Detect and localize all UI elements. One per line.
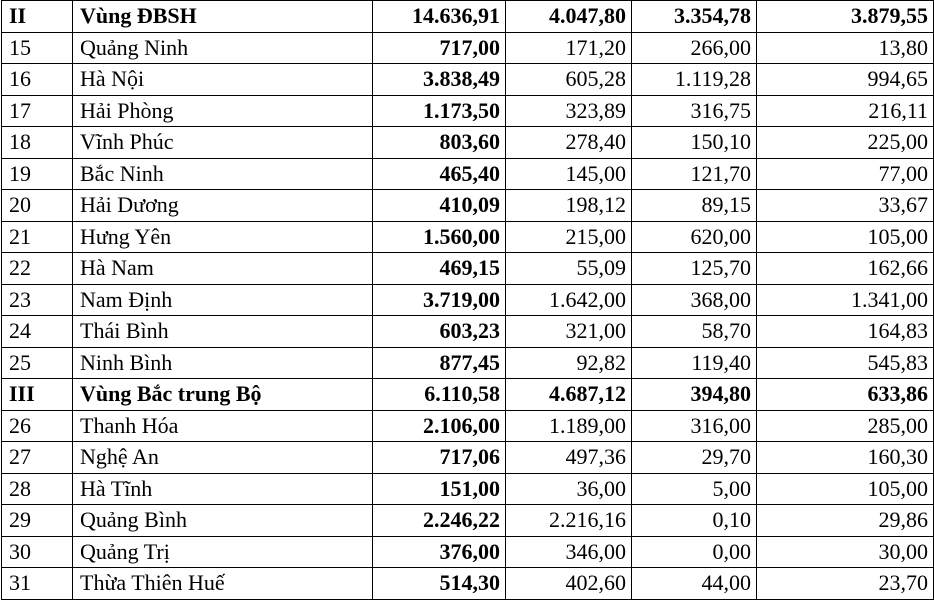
value-2-cell: 145,00 bbox=[506, 158, 632, 190]
value-3-cell: 316,75 bbox=[632, 95, 757, 127]
value-4-cell: 160,30 bbox=[757, 442, 934, 474]
value-3-cell: 5,00 bbox=[632, 473, 757, 505]
value-3-cell: 620,00 bbox=[632, 221, 757, 253]
value-4-cell: 77,00 bbox=[757, 158, 934, 190]
row-index-cell: 23 bbox=[2, 284, 73, 316]
total-value-cell: 469,15 bbox=[373, 253, 506, 285]
province-name-cell: Hà Nội bbox=[73, 64, 373, 96]
total-value-cell: 410,09 bbox=[373, 190, 506, 222]
value-4-cell: 23,70 bbox=[757, 568, 934, 600]
row-index-cell: 31 bbox=[2, 568, 73, 600]
value-3-cell: 1.119,28 bbox=[632, 64, 757, 96]
row-index-cell: 24 bbox=[2, 316, 73, 348]
value-3-cell: 3.354,78 bbox=[632, 1, 757, 33]
value-2-cell: 1.642,00 bbox=[506, 284, 632, 316]
value-2-cell: 4.687,12 bbox=[506, 379, 632, 411]
table-row bbox=[2, 410, 934, 442]
value-2-cell: 198,12 bbox=[506, 190, 632, 222]
value-3-cell: 394,80 bbox=[632, 379, 757, 411]
value-4-cell: 1.341,00 bbox=[757, 284, 934, 316]
table-row bbox=[2, 158, 934, 190]
province-name-cell: Thanh Hóa bbox=[73, 410, 373, 442]
row-index-cell: 15 bbox=[2, 32, 73, 64]
table-row bbox=[2, 568, 934, 600]
total-value-cell: 3.719,00 bbox=[373, 284, 506, 316]
total-value-cell: 376,00 bbox=[373, 536, 506, 568]
table-body bbox=[2, 1, 934, 600]
value-2-cell: 605,28 bbox=[506, 64, 632, 96]
total-value-cell: 3.838,49 bbox=[373, 64, 506, 96]
value-3-cell: 44,00 bbox=[632, 568, 757, 600]
province-name-cell: Hưng Yên bbox=[73, 221, 373, 253]
value-2-cell: 2.216,16 bbox=[506, 505, 632, 537]
total-value-cell: 6.110,58 bbox=[373, 379, 506, 411]
value-2-cell: 402,60 bbox=[506, 568, 632, 600]
row-index-cell: 20 bbox=[2, 190, 73, 222]
value-3-cell: 119,40 bbox=[632, 347, 757, 379]
value-4-cell: 105,00 bbox=[757, 221, 934, 253]
total-value-cell: 2.246,22 bbox=[373, 505, 506, 537]
total-value-cell: 803,60 bbox=[373, 127, 506, 159]
province-name-cell: Hà Tĩnh bbox=[73, 473, 373, 505]
row-index-cell: 28 bbox=[2, 473, 73, 505]
table-row bbox=[2, 473, 934, 505]
value-4-cell: 33,67 bbox=[757, 190, 934, 222]
table-row bbox=[2, 316, 934, 348]
value-2-cell: 321,00 bbox=[506, 316, 632, 348]
value-4-cell: 13,80 bbox=[757, 32, 934, 64]
province-name-cell: Thái Bình bbox=[73, 316, 373, 348]
table-row bbox=[2, 95, 934, 127]
province-name-cell: Nam Định bbox=[73, 284, 373, 316]
row-index-cell: 25 bbox=[2, 347, 73, 379]
total-value-cell: 717,06 bbox=[373, 442, 506, 474]
row-index-cell: 16 bbox=[2, 64, 73, 96]
region-group-row bbox=[2, 1, 934, 33]
value-3-cell: 150,10 bbox=[632, 127, 757, 159]
total-value-cell: 717,00 bbox=[373, 32, 506, 64]
province-name-cell: Thừa Thiên Huế bbox=[73, 568, 373, 600]
total-value-cell: 14.636,91 bbox=[373, 1, 506, 33]
total-value-cell: 2.106,00 bbox=[373, 410, 506, 442]
value-3-cell: 0,00 bbox=[632, 536, 757, 568]
row-index-cell: 26 bbox=[2, 410, 73, 442]
value-3-cell: 316,00 bbox=[632, 410, 757, 442]
value-4-cell: 3.879,55 bbox=[757, 1, 934, 33]
table-row bbox=[2, 253, 934, 285]
province-name-cell: Vùng ĐBSH bbox=[73, 1, 373, 33]
table-row bbox=[2, 64, 934, 96]
value-4-cell: 105,00 bbox=[757, 473, 934, 505]
value-4-cell: 164,83 bbox=[757, 316, 934, 348]
table-row bbox=[2, 505, 934, 537]
value-2-cell: 92,82 bbox=[506, 347, 632, 379]
province-name-cell: Vĩnh Phúc bbox=[73, 127, 373, 159]
table-row bbox=[2, 32, 934, 64]
province-name-cell: Nghệ An bbox=[73, 442, 373, 474]
row-index-cell: 22 bbox=[2, 253, 73, 285]
row-index-cell: 17 bbox=[2, 95, 73, 127]
table-row bbox=[2, 127, 934, 159]
value-2-cell: 4.047,80 bbox=[506, 1, 632, 33]
row-index-cell: 27 bbox=[2, 442, 73, 474]
value-4-cell: 29,86 bbox=[757, 505, 934, 537]
value-2-cell: 278,40 bbox=[506, 127, 632, 159]
province-name-cell: Quảng Ninh bbox=[73, 32, 373, 64]
value-4-cell: 216,11 bbox=[757, 95, 934, 127]
row-index-cell: 21 bbox=[2, 221, 73, 253]
total-value-cell: 514,30 bbox=[373, 568, 506, 600]
total-value-cell: 1.560,00 bbox=[373, 221, 506, 253]
value-3-cell: 121,70 bbox=[632, 158, 757, 190]
value-3-cell: 29,70 bbox=[632, 442, 757, 474]
value-2-cell: 36,00 bbox=[506, 473, 632, 505]
value-3-cell: 0,10 bbox=[632, 505, 757, 537]
value-3-cell: 89,15 bbox=[632, 190, 757, 222]
province-name-cell: Hải Phòng bbox=[73, 95, 373, 127]
table-row bbox=[2, 284, 934, 316]
row-index-cell: III bbox=[2, 379, 73, 411]
value-4-cell: 162,66 bbox=[757, 253, 934, 285]
value-2-cell: 215,00 bbox=[506, 221, 632, 253]
table-row bbox=[2, 190, 934, 222]
value-4-cell: 285,00 bbox=[757, 410, 934, 442]
value-2-cell: 171,20 bbox=[506, 32, 632, 64]
province-name-cell: Bắc Ninh bbox=[73, 158, 373, 190]
value-3-cell: 125,70 bbox=[632, 253, 757, 285]
row-index-cell: 29 bbox=[2, 505, 73, 537]
row-index-cell: 19 bbox=[2, 158, 73, 190]
table-row bbox=[2, 221, 934, 253]
total-value-cell: 877,45 bbox=[373, 347, 506, 379]
total-value-cell: 151,00 bbox=[373, 473, 506, 505]
province-name-cell: Quảng Trị bbox=[73, 536, 373, 568]
province-name-cell: Hải Dương bbox=[73, 190, 373, 222]
value-2-cell: 323,89 bbox=[506, 95, 632, 127]
province-name-cell: Ninh Bình bbox=[73, 347, 373, 379]
value-3-cell: 368,00 bbox=[632, 284, 757, 316]
table-row bbox=[2, 536, 934, 568]
total-value-cell: 603,23 bbox=[373, 316, 506, 348]
value-2-cell: 346,00 bbox=[506, 536, 632, 568]
data-table bbox=[1, 0, 934, 600]
value-2-cell: 1.189,00 bbox=[506, 410, 632, 442]
value-4-cell: 994,65 bbox=[757, 64, 934, 96]
total-value-cell: 1.173,50 bbox=[373, 95, 506, 127]
province-name-cell: Vùng Bắc trung Bộ bbox=[73, 379, 373, 411]
table-row bbox=[2, 442, 934, 474]
table-row bbox=[2, 347, 934, 379]
value-4-cell: 633,86 bbox=[757, 379, 934, 411]
total-value-cell: 465,40 bbox=[373, 158, 506, 190]
value-4-cell: 30,00 bbox=[757, 536, 934, 568]
value-3-cell: 266,00 bbox=[632, 32, 757, 64]
value-4-cell: 225,00 bbox=[757, 127, 934, 159]
value-3-cell: 58,70 bbox=[632, 316, 757, 348]
region-group-row bbox=[2, 379, 934, 411]
value-2-cell: 497,36 bbox=[506, 442, 632, 474]
value-2-cell: 55,09 bbox=[506, 253, 632, 285]
row-index-cell: 30 bbox=[2, 536, 73, 568]
row-index-cell: 18 bbox=[2, 127, 73, 159]
value-4-cell: 545,83 bbox=[757, 347, 934, 379]
province-name-cell: Hà Nam bbox=[73, 253, 373, 285]
row-index-cell: II bbox=[2, 1, 73, 33]
province-name-cell: Quảng Bình bbox=[73, 505, 373, 537]
